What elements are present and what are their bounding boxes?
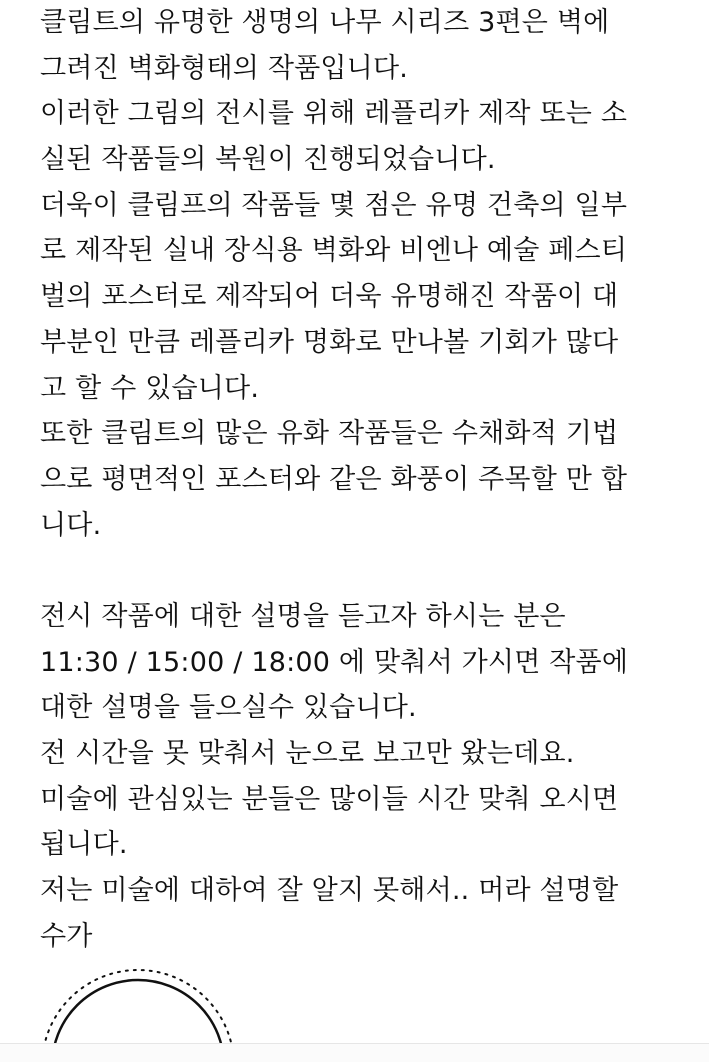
- text-line: 부분인 만큼 레플리카 명화로 만나볼 기회가 많다: [40, 326, 619, 358]
- text-line: 전시 작품에 대한 설명을 듣고자 하시는 분은: [40, 600, 566, 632]
- text-line: 저는 미술에 대하여 잘 알지 못해서.. 머라 설명할: [40, 875, 619, 907]
- text-line: 니다.: [40, 509, 102, 541]
- text-line: 됩니다.: [40, 829, 128, 861]
- paragraph-spacer: [40, 548, 680, 594]
- text-line: 더욱이 클림프의 작품들 몇 점은 유명 건축의 일부: [40, 189, 628, 221]
- text-line: 고 할 수 있습니다.: [40, 372, 260, 404]
- text-line: 으로 평면적인 포스터와 같은 화풍이 주목할 만 합: [40, 463, 628, 495]
- text-line: 미술에 관심있는 분들은 많이들 시간 맞춰 오시면: [40, 783, 619, 815]
- bottom-edge: [0, 1043, 709, 1062]
- text-line: 11:30 / 15:00 / 18:00 에 맞춰서 가시면 작품에: [40, 646, 629, 678]
- text-line: 이러한 그림의 전시를 위해 레플리카 제작 또는 소: [40, 98, 628, 130]
- text-line: 전 시간을 못 맞춰서 눈으로 보고만 왔는데요.: [40, 738, 575, 769]
- text-line: 수가: [40, 920, 93, 952]
- text-line: 클림트의 유명한 생명의 나무 시리즈 3편은 벽에: [40, 7, 610, 38]
- text-line: 벌의 포스터로 제작되어 더욱 유명해진 작품이 대: [40, 281, 619, 313]
- text-line: 대한 설명을 들으실수 있습니다.: [40, 692, 417, 724]
- text-line: 실된 작품들의 복원이 진행되었습니다.: [40, 144, 496, 176]
- text-line: 또한 클림트의 많은 유화 작품들은 수채화적 기법: [40, 418, 619, 450]
- text-line: 로 제작된 실내 장식용 벽화와 비엔나 예술 페스티: [40, 235, 628, 267]
- article-body: [40, 0, 680, 959]
- text-line: 그려진 벽화형태의 작품입니다.: [40, 52, 409, 84]
